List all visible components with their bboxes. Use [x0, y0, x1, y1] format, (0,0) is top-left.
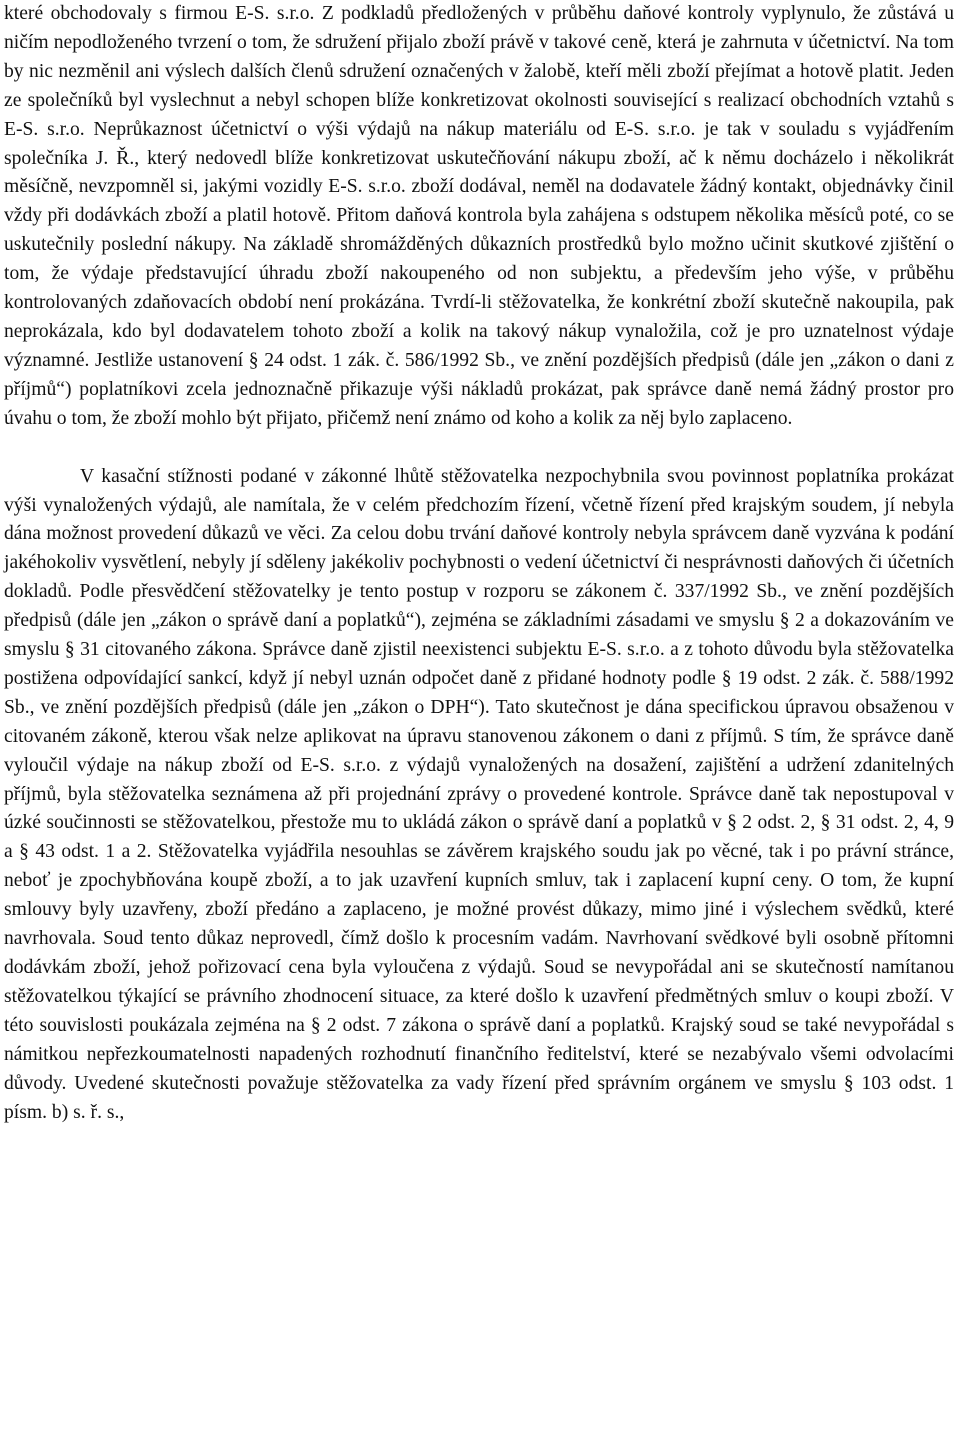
document-page	[4, 0, 954, 1127]
paragraph-1: které obchodovaly s firmou E-S. s.r.o. Z podkladů předložených v průběhu daňové kontroly vyplynulo, že zůstává u ničím nepodloženého tvrzení o tom, že sdružení přijalo zboží právě v takové ceně, která je zahrnuta v účetnictví. Na tom by nic nezměnil ani výslech dalších členů sdružení označených v žalobě, kteří měli zboží přejímat a hotově platit. Jeden ze společníků byl vyslechnut a nebyl schopen blíže konkretizovat okolnosti související s realizací obchodních vztahů s E-S. s.r.o. Neprůkaznost účetnictví o výši výdajů na nákup materiálu od E-S. s.r.o. je tak v souladu s vyjádřením společníka J. Ř., který nedovedl blíže konkretizovat uskutečňování nákupu zboží, ač k němu docházelo i několikrát měsíčně, nevzpomněl si, jakými vozidly E-S. s.r.o. zboží dodával, neměl na dodavatele žádný kontakt, objednávky činil vždy při dodávkách zboží a platil hotově. Přitom daňová kontrola byla zahájena s odstupem několika měsíců poté, co se uskutečnily poslední nákupy. Na základě shromážděných důkazních prostředků bylo možno učinit skutkové zjištění o tom, že výdaje představující úhradu zboží nakoupeného od non subjektu, a především jeho výše, v průběhu kontrolovaných zdaňovacích období není prokázána. Tvrdí-li stěžovatelka, že konkrétní zboží skutečně nakoupila, pak neprokázala, kdo byl dodavatelem tohoto zboží a kolik na takový nákup vynaložila, což je pro uznatelnost výdaje významné. Jestliže ustanovení § 24 odst. 1 zák. č. 586/1992 Sb., ve znění pozdějších předpisů (dále jen „zákon o dani z příjmů“) poplatníkovi zcela jednoznačně přikazuje výši nákladů prokázat, pak správce daně nemá žádný prostor pro úvahu o tom, že zboží mohlo být přijato, přičemž není známo od koho a kolik za něj bylo zaplaceno.	[4, 3, 954, 429]
paragraph-gap	[4, 434, 954, 463]
paragraph-2: V kasační stížnosti podané v zákonné lhůtě stěžovatelka nezpochybnila svou povinnost poplatníka prokázat výši vynaložených výdajů, ale namítala, že v celém předchozím řízení, včetně řízení před krajským soudem, jí nebyla dána možnost provedení důkazů ve věci. Za celou dobu trvání daňové kontroly nebyla správcem daně vyzvána k podání jakéhokoliv vysvětlení, nebyly jí sděleny jakékoliv pochybnosti o vedení účetnictví či nesprávnosti daňových či účetních dokladů. Podle přesvědčení stěžovatelky je tento postup v rozporu se zákonem č. 337/1992 Sb., ve znění pozdějších předpisů (dále jen „zákon o správě daní a poplatků“), zejména se základními zásadami ve smyslu § 2 a dokazováním ve smyslu § 31 citovaného zákona. Správce daně zjistil neexistenci subjektu E-S. s.r.o. a z tohoto důvodu byla stěžovatelka postižena odpovídající sankcí, když jí nebyl uznán odpočet daně z přidané hodnoty podle § 19 odst. 2 zák. č. 588/1992 Sb., ve znění pozdějších předpisů (dále jen „zákon o DPH“). Tato skutečnost je dána specifickou úpravou obsaženou v citovaném zákoně, kterou však nelze aplikovat na úpravu stanovenou zákonem o dani z příjmů. S tím, že správce daně vyloučil výdaje na nákup zboží od E-S. s.r.o. z výdajů vynaložených na dosažení, zajištění a udržení zdanitelných příjmů, byla stěžovatelka seznámena až při projednání zprávy o provedené kontrole. Správce daně tak nepostupoval v úzké součinnosti se stěžovatelkou, přestože mu to ukládá zákon o správě daní a poplatků v § 2 odst. 2, § 31 odst. 2, 4, 9 a § 43 odst. 1 a 2. Stěžovatelka vyjádřila nesouhlas se závěrem krajského soudu jak po věcné, tak i po právní stránce, neboť je zpochybňována koupě zboží, a to jak uzavření kupních smluv, tak i zaplacení kupní ceny. O tom, že kupní smlouvy byly uzavřeny, zboží předáno a zaplaceno, je možné provést důkazy, mimo jiné i výslechem svědků, které navrhovala. Soud tento důkaz neprovedl, čímž došlo k procesním vadám. Navrhovaní svědkové byli osobně přítomni dodávkám zboží, jehož pořizovací cena byla vyloučena z výdajů. Soud se nevypořádal ani se skutečností namítanou stěžovatelkou týkající se právního zhodnocení situace, za které došlo k uzavření předmětných smluv o koupi zboží. V této souvislosti poukázala zejména na § 2 odst. 7 zákona o správě daní a poplatků. Krajský soud se také nevypořádal s námitkou nepřezkoumatelnosti napadených rozhodnutí finančního ředitelství, které se nezabývalo všemi odvolacími důvody. Uvedené skutečnosti považuje stěžovatelka za vady řízení před správním orgánem ve smyslu § 103 odst. 1 písm. b) s. ř. s.,	[4, 465, 954, 1123]
